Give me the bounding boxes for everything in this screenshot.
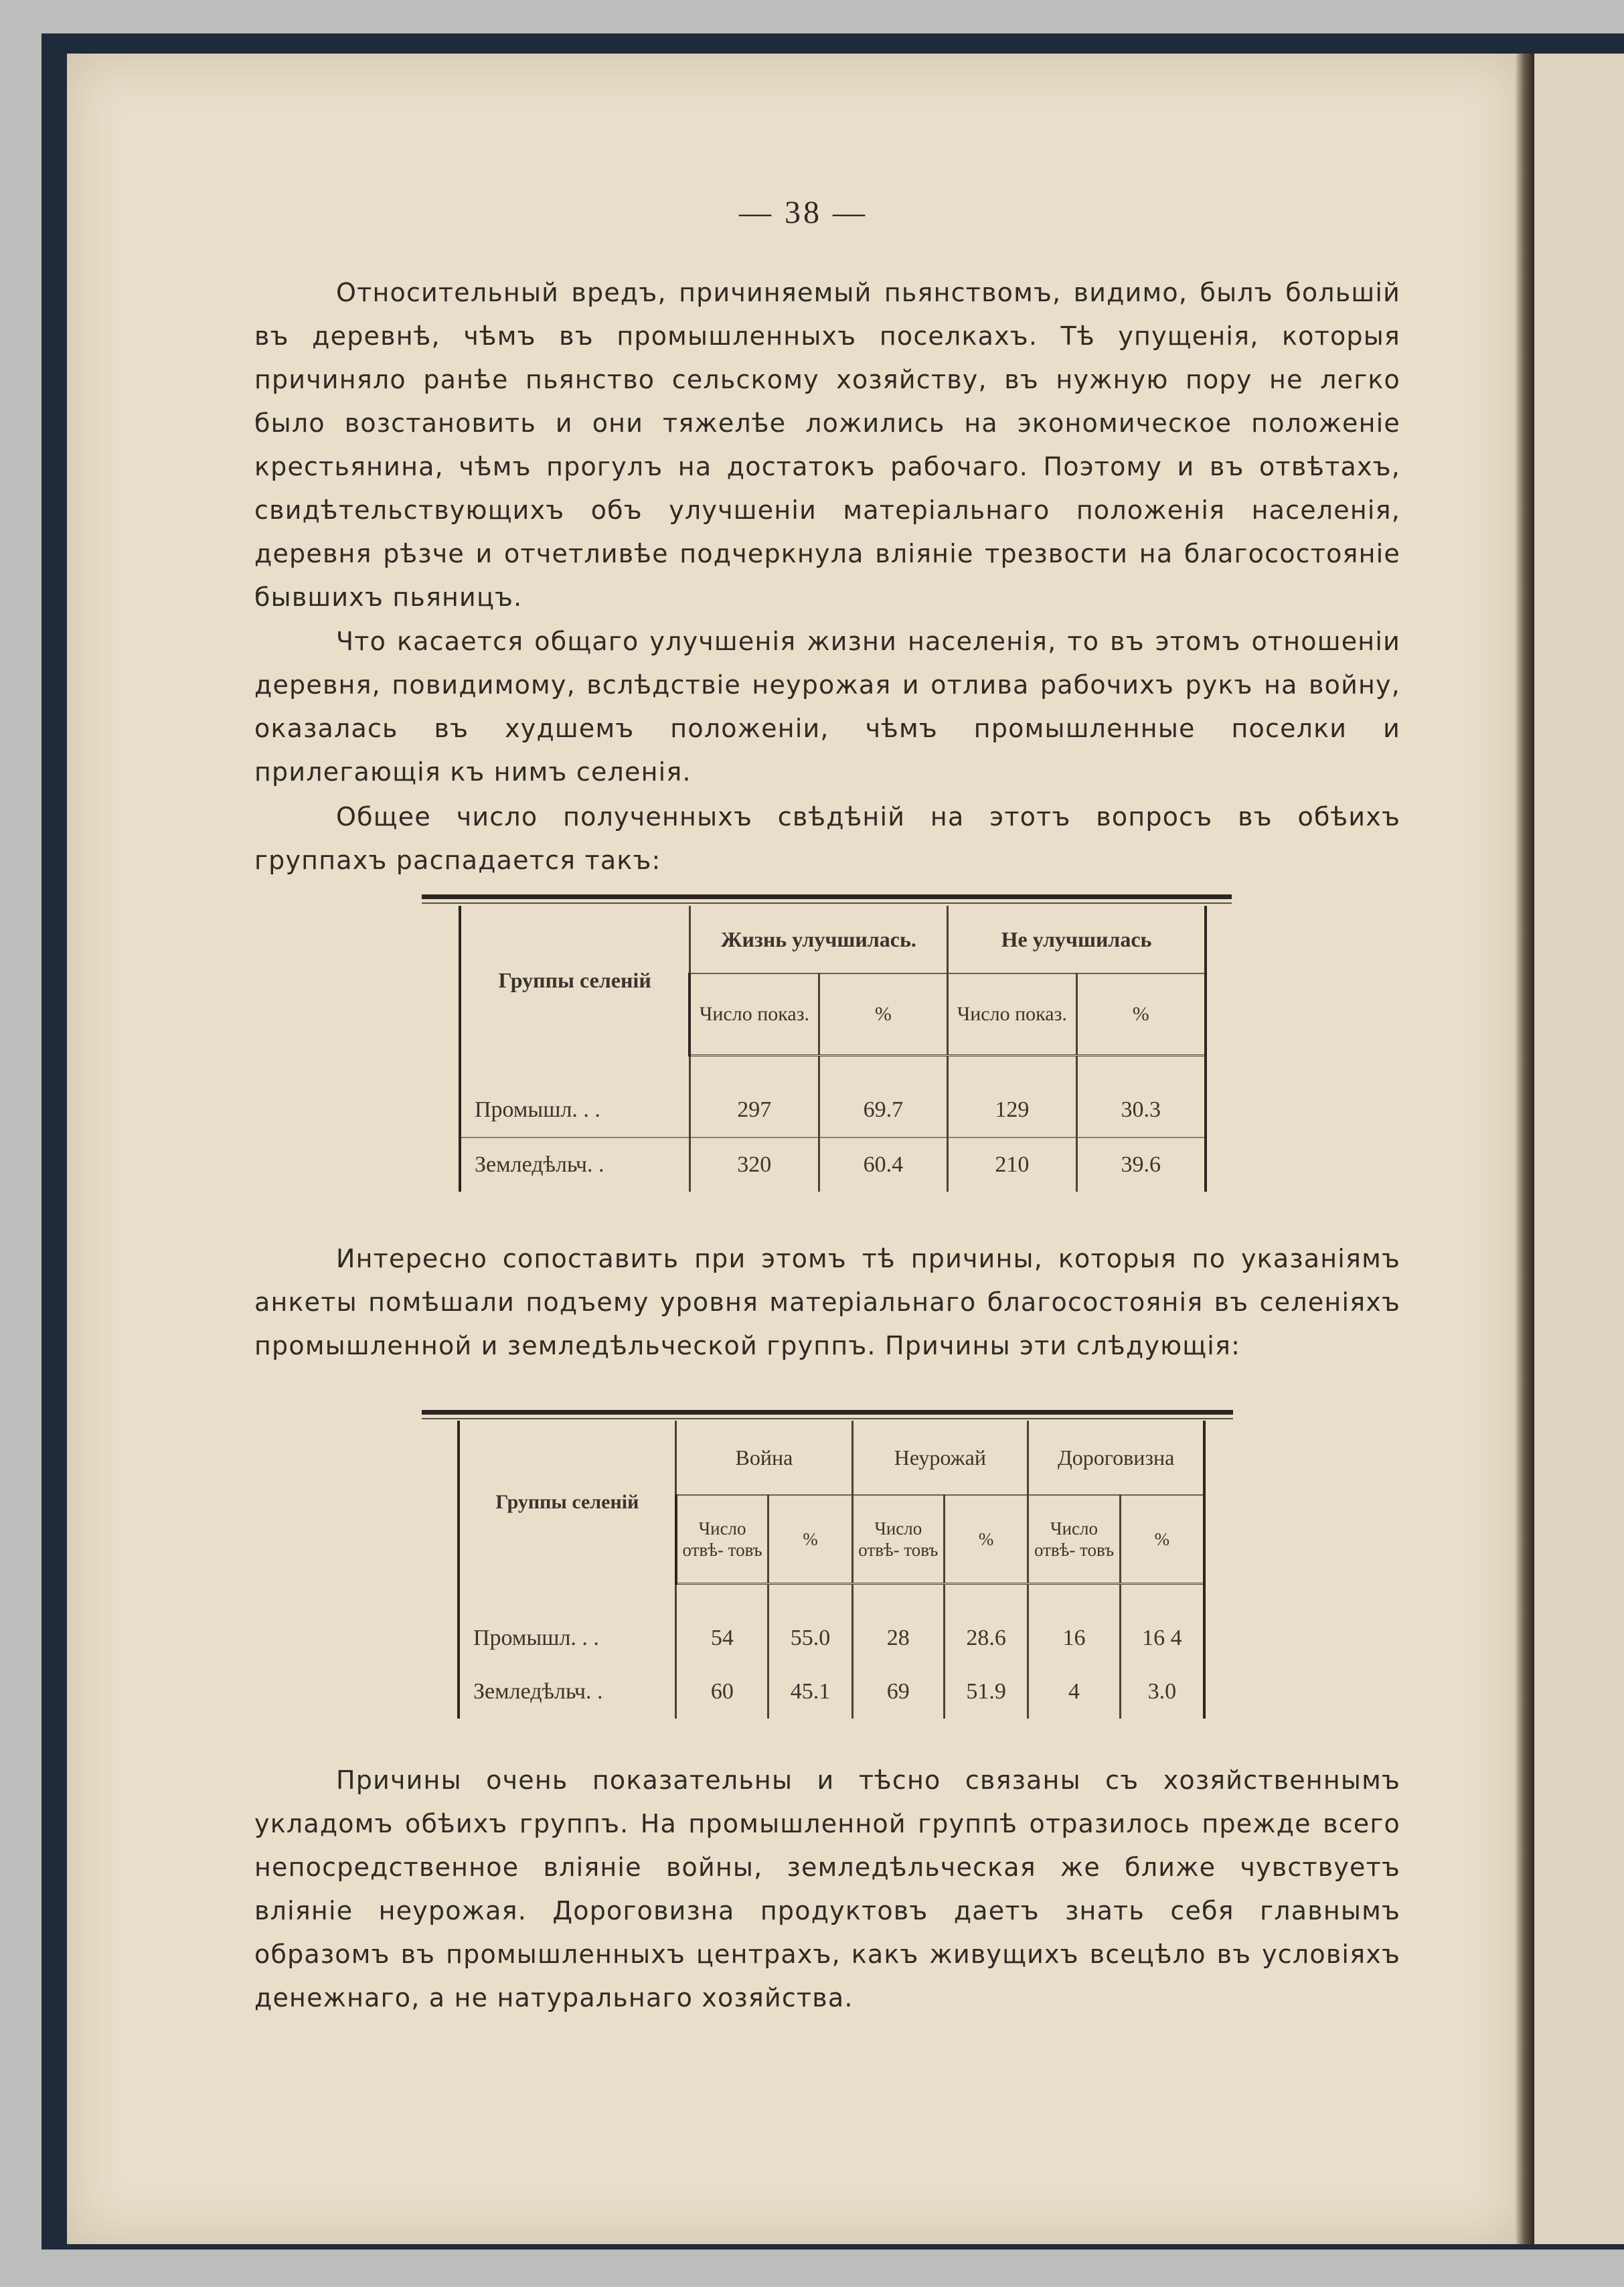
table1-cell: 320 [689, 1137, 819, 1192]
table1-top-rule [422, 894, 1232, 899]
table1-row-name: Промышл. . . [460, 1083, 689, 1137]
table2-col-count-3: Число отвѣ- товъ [1028, 1495, 1121, 1584]
table2-cell: 51.9 [945, 1665, 1028, 1719]
paragraph-5: Причины очень показательны и тѣсно связаны съ хозяйственнымъ укладомъ обѣихъ группъ. На промышленной группѣ отразилось прежде всего непосредственное вліяніе войны, земледѣльческая же ближе чувствуетъ вліяніе неурожая. Дороговизна продуктовъ даетъ знать себя главнымъ образомъ въ промышленныхъ центрахъ, какъ живущихъ всецѣло въ условіяхъ денежнаго, а не натуральнаго хозяйства. [254, 1765, 1400, 2013]
table2-cell: 16 [1028, 1611, 1121, 1665]
table2-cell: 4 [1028, 1665, 1121, 1719]
paragraph-2: Что касается общаго улучшенія жизни населенія, то въ этомъ отношеніи деревня, повидимому, вслѣдствіе неурожая и отлива рабочихъ рукъ на войну, оказалась въ худшемъ положеніи, чѣмъ промышленные поселки и прилегающія къ нимъ селенія. [254, 627, 1400, 787]
paragraph-3: Общее число полученныхъ свѣдѣній на этотъ вопросъ въ обѣихъ группахъ распадается такъ: [254, 802, 1400, 875]
table2-cell: 28.6 [945, 1611, 1028, 1665]
table1-cell: 60.4 [819, 1137, 947, 1192]
table1-col-count-2: Число показ. [948, 973, 1076, 1056]
table1-under-rule [422, 902, 1232, 904]
table2-group-high-prices: Дороговизна [1028, 1421, 1204, 1495]
table2-cell: 45.1 [768, 1665, 852, 1719]
table1-cell: 129 [948, 1083, 1076, 1137]
table-row [460, 1137, 1206, 1192]
table1-group-not-improved: Не улучшилась [948, 906, 1206, 973]
book-gutter [1514, 54, 1534, 2244]
adjacent-page [1534, 54, 1624, 2244]
table1-cell: 30.3 [1076, 1083, 1206, 1137]
table2-cell: 16 4 [1120, 1611, 1204, 1665]
table1-col-pct-2: % [1076, 973, 1206, 1056]
table1-cell: 297 [689, 1083, 819, 1137]
table1-group-improved: Жизнь улучшилась. [689, 906, 947, 973]
table-life-improvement [459, 906, 1207, 1192]
table2-group-harvest-failure: Неурожай [852, 1421, 1028, 1495]
table-row [459, 1611, 1204, 1665]
table2-under-rule [422, 1418, 1233, 1419]
table1-cell: 210 [948, 1137, 1076, 1192]
table2-col-pct-1: % [768, 1495, 852, 1584]
table2-col-pct-2: % [945, 1495, 1028, 1584]
table1-row-name: Земледѣльч. . [460, 1137, 689, 1192]
table2-cell: 60 [676, 1665, 768, 1719]
table-row [460, 1083, 1206, 1137]
paragraph-1: Относительный вредъ, причиняемый пьянствомъ, видимо, былъ большій въ деревнѣ, чѣмъ въ промышленныхъ поселкахъ. Тѣ упущенія, которыя причиняло ранѣе пьянство сельскому хозяйству, въ нужную пору не легко было возстановить и они тяжелѣе ложились на экономическое положеніе крестьянина, чѣмъ прогулъ на достатокъ рабочаго. Поэтому и въ отвѣтахъ, свидѣтельствующихъ объ улучшеніи матеріальнаго положенія населенія, деревня рѣзче и отчетливѣе подчеркнула вліяніе трезвости на благосостояніе бывшихъ пьяницъ. [254, 278, 1400, 612]
table2-cell: 28 [852, 1611, 945, 1665]
table1-cell: 69.7 [819, 1083, 947, 1137]
table-row [459, 1665, 1204, 1719]
table2-cell: 3.0 [1120, 1665, 1204, 1719]
table2-top-rule [422, 1410, 1233, 1415]
table-causes [457, 1421, 1206, 1719]
table1-col-count-1: Число показ. [689, 973, 819, 1056]
table1-cell: 39.6 [1076, 1137, 1206, 1192]
paragraph-4: Интересно сопоставить при этомъ тѣ причины, которыя по указаніямъ анкеты помѣшали подъему уровня матеріальнаго благосостоянія въ селеніяхъ промышленной и земледѣльческой группъ. Причины эти слѣдующія: [254, 1244, 1400, 1360]
table1-col-pct-1: % [819, 973, 947, 1056]
table2-col-count-1: Число отвѣ- товъ [676, 1495, 768, 1584]
table2-group-war: Война [676, 1421, 852, 1495]
table2-col-count-2: Число отвѣ- товъ [852, 1495, 945, 1584]
table2-col-pct-3: % [1120, 1495, 1204, 1584]
page-number: — 38 — [739, 195, 868, 230]
table2-row-name: Земледѣльч. . [459, 1665, 676, 1719]
table2-cell: 55.0 [768, 1611, 852, 1665]
table1-row-header: Группы селеній [460, 906, 689, 1056]
table2-row-header: Группы селеній [459, 1421, 676, 1584]
table2-row-name: Промышл. . . [459, 1611, 676, 1665]
table2-cell: 54 [676, 1611, 768, 1665]
table2-cell: 69 [852, 1665, 945, 1719]
